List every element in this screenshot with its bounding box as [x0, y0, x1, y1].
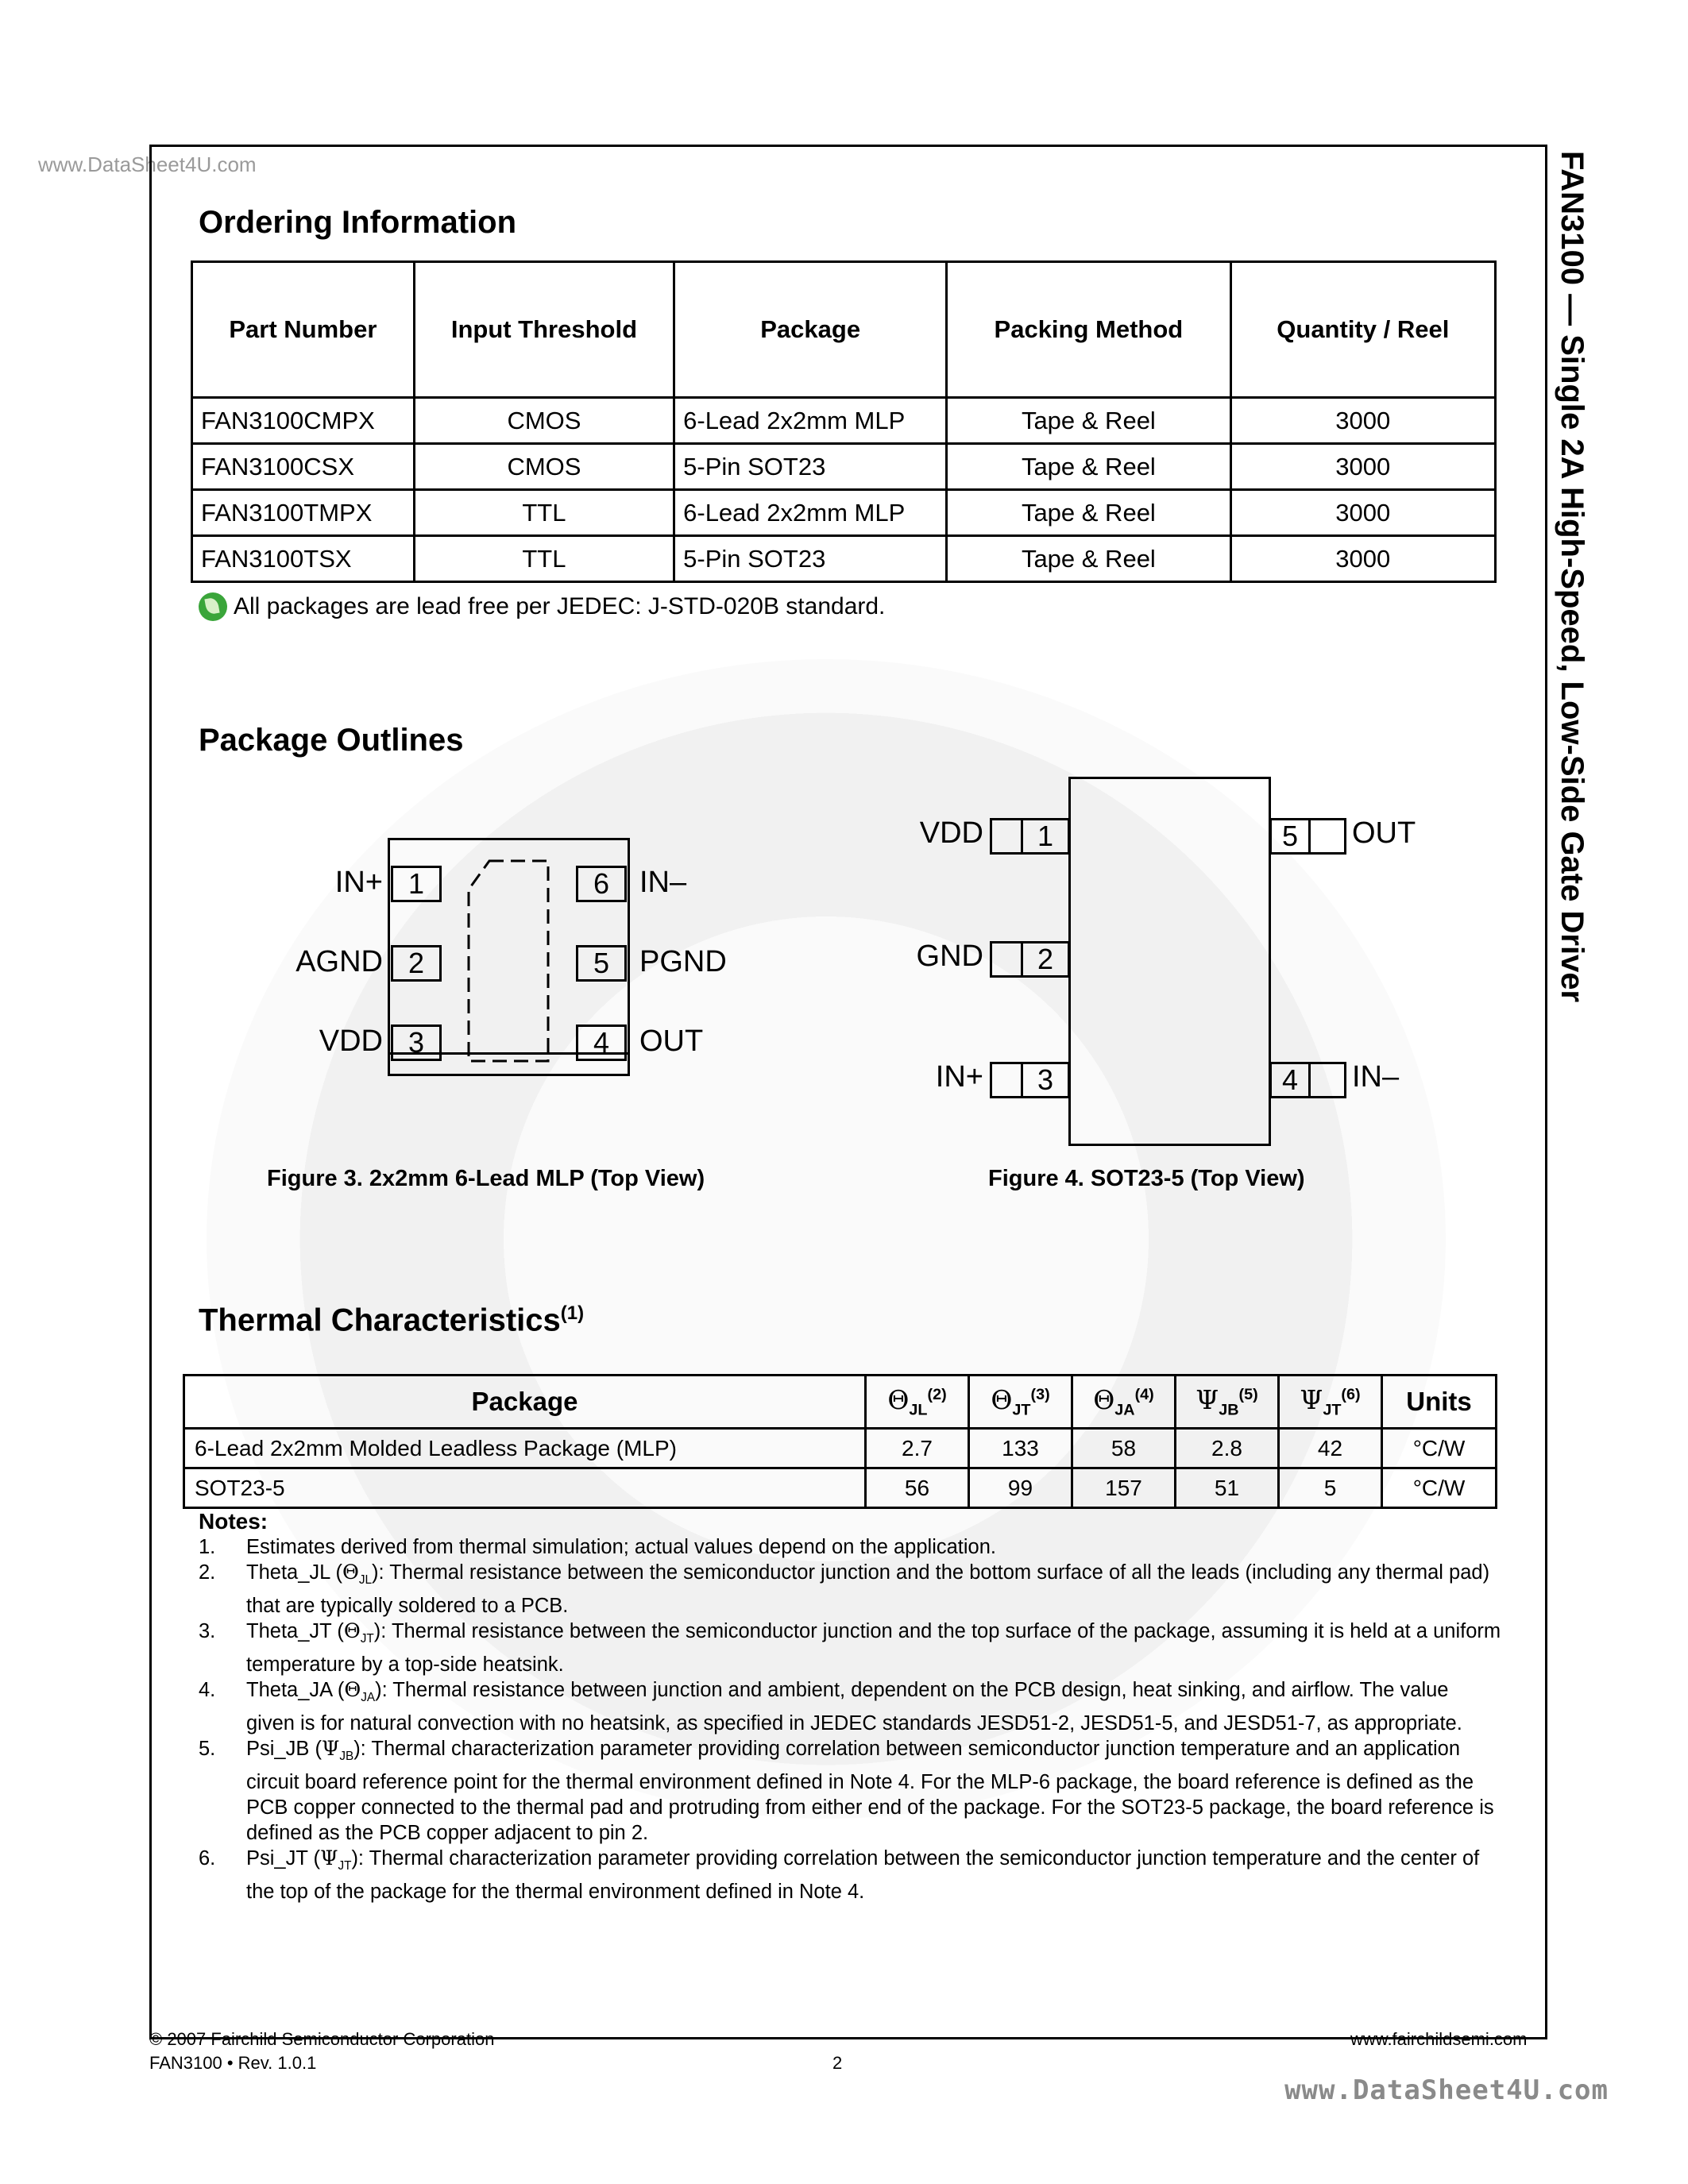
- note-text-pre: Theta_JA (: [246, 1679, 345, 1702]
- ordering-cell: TTL: [414, 490, 674, 536]
- thermal-value-cell: 5: [1279, 1468, 1382, 1508]
- ordering-cell: CMOS: [414, 398, 674, 444]
- note-number: 6.: [199, 1847, 216, 1870]
- note-number: 3.: [199, 1620, 216, 1643]
- sot-pin-label: OUT: [1352, 816, 1416, 850]
- note-text-post: ): Thermal resistance between junction and ambient, dependent on the PCB design, heat sinking, and airflow. The value given is for natural convection with no heatsink, as specified in JEDEC standards JESD51-2, JESD51-5, and JESD51-7, as appropriate.: [246, 1679, 1462, 1735]
- sot-pin-number: 4: [1269, 1062, 1311, 1098]
- note-subscript: JA: [361, 1691, 376, 1705]
- thermal-symbol: Ψ: [1196, 1383, 1219, 1415]
- thermal-symbol: Θ: [1093, 1383, 1115, 1415]
- thermal-package-cell: SOT23-5: [184, 1468, 866, 1508]
- sot-lead-stub: [990, 1062, 1023, 1098]
- thermal-footnote-ref: (5): [1238, 1385, 1258, 1403]
- thermal-value-cell: 58: [1072, 1429, 1176, 1468]
- ordering-cell: CMOS: [414, 444, 674, 490]
- note-symbol: Ψ: [320, 1846, 338, 1871]
- ordering-cell: FAN3100CMPX: [192, 398, 415, 444]
- thermal-col-header: [1279, 1376, 1382, 1429]
- note-text: [246, 1677, 1501, 1736]
- footer-copyright: © 2007 Fairchild Semiconductor Corporation: [149, 2029, 495, 2049]
- ordering-cell: 3000: [1230, 536, 1495, 582]
- mlp-pin-number: 4: [576, 1024, 627, 1061]
- thermal-table: [183, 1374, 1497, 1509]
- thermal-col-package: Package: [184, 1376, 866, 1429]
- thermal-value-cell: 56: [866, 1468, 969, 1508]
- ordering-cell: Tape & Reel: [947, 444, 1230, 490]
- sot-pin-number: 3: [1021, 1062, 1070, 1098]
- note-item: [199, 1534, 1501, 1560]
- note-text-post: ): Thermal characterization parameter providing correlation between the semiconductor junction temperature and the center of the top of the package for the thermal environment defined in Note 4.: [246, 1847, 1480, 1904]
- thermal-symbol: Θ: [887, 1383, 910, 1415]
- note-subscript: JL: [358, 1573, 373, 1588]
- thermal-symbol: Θ: [991, 1383, 1013, 1415]
- thermal-subscript: JA: [1114, 1401, 1135, 1419]
- thermal-footnote-ref: (6): [1341, 1385, 1361, 1403]
- note-text: [246, 1619, 1501, 1677]
- mlp-pin-number: 5: [576, 945, 627, 982]
- ordering-cell: FAN3100TMPX: [192, 490, 415, 536]
- sot-pin-number: 5: [1269, 818, 1311, 855]
- note-number: 5.: [199, 1738, 216, 1761]
- watermark-top[interactable]: www.DataSheet4U.com: [38, 152, 257, 176]
- thermal-footnote-ref: (3): [1030, 1385, 1050, 1403]
- ordering-heading: Ordering Information: [199, 205, 516, 240]
- ordering-cell: FAN3100TSX: [192, 536, 415, 582]
- notes: [199, 1509, 1501, 1904]
- note-text-pre: Estimates derived from thermal simulation; actual values depend on the application.: [246, 1536, 997, 1558]
- note-text: [246, 1846, 1501, 1904]
- ordering-col-header: Quantity / Reel: [1230, 262, 1495, 398]
- sot-lead-stub: [1308, 1062, 1346, 1098]
- sot-pin-label: VDD: [919, 816, 983, 850]
- mlp-pin-number: 3: [391, 1024, 442, 1061]
- ordering-cell: FAN3100CSX: [192, 444, 415, 490]
- ordering-row: [192, 490, 1496, 536]
- note-text: [246, 1736, 1501, 1846]
- thermal-row: [184, 1429, 1497, 1468]
- sot-lead-stub: [990, 818, 1023, 855]
- note-number: 2.: [199, 1561, 216, 1584]
- mlp-pin-number: 1: [391, 866, 442, 902]
- note-text-pre: Psi_JB (: [246, 1738, 322, 1761]
- notes-heading: Notes:: [199, 1509, 268, 1534]
- sot-pin-label: IN–: [1352, 1060, 1400, 1094]
- thermal-value-cell: 42: [1279, 1429, 1382, 1468]
- mlp-pin-label: AGND: [295, 945, 383, 978]
- ordering-cell: 6-Lead 2x2mm MLP: [674, 490, 947, 536]
- note-text-pre: Theta_JL (: [246, 1561, 342, 1584]
- ordering-cell: 3000: [1230, 444, 1495, 490]
- thermal-subscript: JB: [1219, 1401, 1239, 1419]
- note-symbol: Θ: [342, 1561, 359, 1584]
- thermal-row: [184, 1468, 1497, 1508]
- note-text-pre: Theta_JT (: [246, 1620, 344, 1643]
- thermal-subscript: JT: [1323, 1401, 1342, 1419]
- lead-free-note: All packages are lead free per JEDEC: J-STD-020B standard.: [199, 592, 885, 621]
- mlp-pin-label: IN–: [639, 866, 687, 899]
- thermal-value-cell: 51: [1176, 1468, 1279, 1508]
- note-text: [246, 1560, 1501, 1619]
- sot23-body: [1068, 777, 1271, 1146]
- note-text-post: ): Thermal resistance between the semiconductor junction and the bottom surface of all the leads (including any thermal pad) that are typically soldered to a PCB.: [246, 1561, 1490, 1618]
- thermal-package-cell: 6-Lead 2x2mm Molded Leadless Package (MLP): [184, 1429, 866, 1468]
- ordering-row: [192, 444, 1496, 490]
- thermal-subscript: JT: [1012, 1401, 1031, 1419]
- green-leaf-icon: [199, 592, 227, 621]
- thermal-col-units: Units: [1382, 1376, 1497, 1429]
- ordering-cell: 3000: [1230, 490, 1495, 536]
- thermal-symbol: Ψ: [1300, 1383, 1323, 1415]
- thermal-value-cell: 99: [969, 1468, 1072, 1508]
- thermal-col-header: [969, 1376, 1072, 1429]
- note-item: [199, 1619, 1501, 1677]
- footer-website[interactable]: www.fairchildsemi.com: [1350, 2029, 1528, 2049]
- ordering-row: [192, 536, 1496, 582]
- ordering-cell: Tape & Reel: [947, 490, 1230, 536]
- mlp-pin-label: VDD: [319, 1024, 383, 1058]
- ordering-row: [192, 398, 1496, 444]
- thermal-value-cell: 2.8: [1176, 1429, 1279, 1468]
- note-symbol: Θ: [344, 1678, 361, 1703]
- note-symbol: Θ: [343, 1619, 361, 1644]
- ordering-table: [191, 260, 1497, 583]
- ordering-cell: 5-Pin SOT23: [674, 444, 947, 490]
- thermal-col-header: [1176, 1376, 1279, 1429]
- note-item: [199, 1736, 1501, 1846]
- note-text-pre: Psi_JT (: [246, 1847, 321, 1870]
- note-text-post: ): Thermal resistance between the semiconductor junction and the top surface of the package, assuming it is held at a uniform temperature by a top-side heatsink.: [246, 1620, 1501, 1677]
- ordering-cell: 5-Pin SOT23: [674, 536, 947, 582]
- note-item: [199, 1560, 1501, 1619]
- note-subscript: JT: [338, 1859, 352, 1873]
- figure-4-caption: Figure 4. SOT23-5 (Top View): [988, 1166, 1305, 1191]
- mlp-pin-label: IN+: [334, 866, 383, 899]
- thermal-footnote-ref: (4): [1134, 1385, 1154, 1403]
- thermal-heading: Thermal Characteristics$^{(1)}$: [199, 1302, 585, 1338]
- footer-revision: FAN3100 • Rev. 1.0.1: [149, 2053, 317, 2073]
- note-text: [246, 1534, 996, 1560]
- ordering-cell: 6-Lead 2x2mm MLP: [674, 398, 947, 444]
- thermal-col-header: [1072, 1376, 1176, 1429]
- thermal-units-cell: °C/W: [1382, 1429, 1497, 1468]
- thermal-units-cell: °C/W: [1382, 1468, 1497, 1508]
- note-item: [199, 1846, 1501, 1904]
- sot-pin-number: 1: [1021, 818, 1070, 855]
- ordering-cell: 3000: [1230, 398, 1495, 444]
- mlp-pin-number: 2: [391, 945, 442, 982]
- mlp-pin-label: OUT: [639, 1024, 704, 1058]
- note-symbol: Ψ: [321, 1737, 340, 1761]
- ordering-col-header: Input Threshold: [414, 262, 674, 398]
- figure-3-caption: Figure 3. 2x2mm 6-Lead MLP (Top View): [267, 1166, 705, 1191]
- thermal-value-cell: 2.7: [866, 1429, 969, 1468]
- mlp-pin-label: PGND: [639, 945, 727, 978]
- note-subscript: JB: [339, 1750, 354, 1764]
- ordering-cell: Tape & Reel: [947, 398, 1230, 444]
- sot-pin-label: IN+: [935, 1060, 983, 1094]
- ordering-col-header: Part Number: [192, 262, 415, 398]
- thermal-value-cell: 157: [1072, 1468, 1176, 1508]
- side-title: FAN3100 — Single 2A High-Speed, Low-Side Gate Driver: [1555, 151, 1590, 1003]
- mlp-pin-number: 6: [576, 866, 627, 902]
- ordering-col-header: Packing Method: [947, 262, 1230, 398]
- page-number: 2: [832, 2053, 843, 2073]
- package-outlines-heading: Package Outlines: [199, 723, 464, 758]
- sot-lead-stub: [1308, 818, 1346, 855]
- note-number: 4.: [199, 1679, 216, 1702]
- note-item: [199, 1677, 1501, 1736]
- sot-lead-stub: [990, 941, 1023, 978]
- thermal-col-header: [866, 1376, 969, 1429]
- mlp-thermal-pad: [465, 858, 553, 1064]
- ordering-cell: Tape & Reel: [947, 536, 1230, 582]
- note-subscript: JT: [360, 1632, 374, 1646]
- ordering-cell: TTL: [414, 536, 674, 582]
- note-number: 1.: [199, 1536, 216, 1558]
- sot-pin-number: 2: [1021, 941, 1070, 978]
- ordering-col-header: Package: [674, 262, 947, 398]
- thermal-subscript: JL: [909, 1401, 928, 1419]
- sot-pin-label: GND: [916, 940, 983, 973]
- watermark-bottom[interactable]: www.DataSheet4U.com: [1284, 2074, 1609, 2106]
- note-text-post: ): Thermal characterization parameter providing correlation between semiconductor junction temperature and an application circuit board reference point for the thermal environment defined in Note 4. For the MLP-6 package, the board reference is defined as the PCB copper connected to the thermal pad and protruding from either end of the package. For the SOT23-5 package, the board reference is defined as the PCB copper adjacent to pin 2.: [246, 1738, 1494, 1845]
- thermal-footnote-ref: (2): [927, 1385, 947, 1403]
- thermal-value-cell: 133: [969, 1429, 1072, 1468]
